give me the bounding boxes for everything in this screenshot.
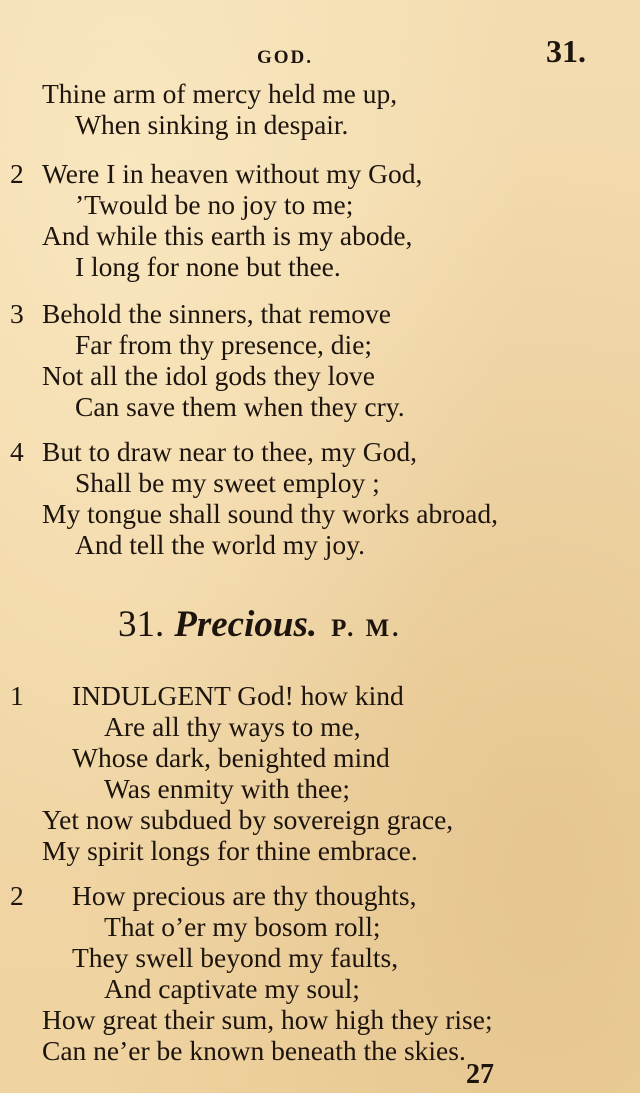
page-number: 31. — [546, 33, 586, 69]
verse-line: INDULGENT God! how kind — [72, 680, 404, 711]
verse-line: How great their sum, how high they rise; — [42, 1004, 493, 1035]
verse-line: I long for none but thee. — [75, 251, 341, 282]
verse-line: Behold the sinners, that remove — [42, 298, 392, 329]
stanza-number: 3 — [10, 298, 24, 329]
verse-line: Thine arm of mercy held me up, — [42, 78, 398, 109]
verse-line: And tell the world my joy. — [75, 529, 365, 560]
verse-line: Was enmity with thee; — [104, 773, 350, 804]
verse-line: Not all the idol gods they love — [42, 360, 376, 391]
stanza-number: 2 — [10, 880, 24, 911]
verse-line: Were I in heaven without my God, — [42, 158, 423, 189]
verse-line: My spirit longs for thine embrace. — [42, 835, 418, 866]
signature-mark: 27 — [466, 1059, 494, 1090]
running-head: GOD. — [257, 47, 314, 68]
verse-line: That o’er my bosom roll; — [104, 911, 381, 942]
verse-line: Are all thy ways to me, — [104, 711, 361, 742]
verse-line: Whose dark, benighted mind — [72, 742, 390, 773]
verse-line: Can save them when they cry. — [75, 391, 405, 422]
verse-line: Shall be my sweet employ ; — [75, 467, 380, 498]
verse-line: Far from thy presence, die; — [75, 329, 373, 360]
verse-line: And while this earth is my abode, — [42, 220, 413, 251]
verse-line: How precious are thy thoughts, — [72, 880, 417, 911]
hymn-number: 31. — [118, 604, 165, 645]
verse-line: ’Twould be no joy to me; — [75, 189, 354, 220]
verse-line: When sinking in despair. — [75, 109, 349, 140]
verse-line: Yet now subdued by sovereign grace, — [42, 804, 454, 835]
hymn-meter: P. M. — [331, 615, 402, 642]
hymn-title — [118, 606, 401, 643]
hymn-name: Precious. — [174, 604, 318, 645]
verse-line: My tongue shall sound thy works abroad, — [42, 498, 498, 529]
stanza-number: 1 — [10, 680, 24, 711]
stanza-number: 2 — [10, 158, 24, 189]
verse-line: But to draw near to thee, my God, — [42, 436, 417, 467]
verse-line: They swell beyond my faults, — [72, 942, 399, 973]
stanza-number: 4 — [10, 436, 24, 467]
verse-line: And captivate my soul; — [104, 973, 360, 1004]
verse-line: Can ne’er be known beneath the skies. — [42, 1035, 466, 1066]
